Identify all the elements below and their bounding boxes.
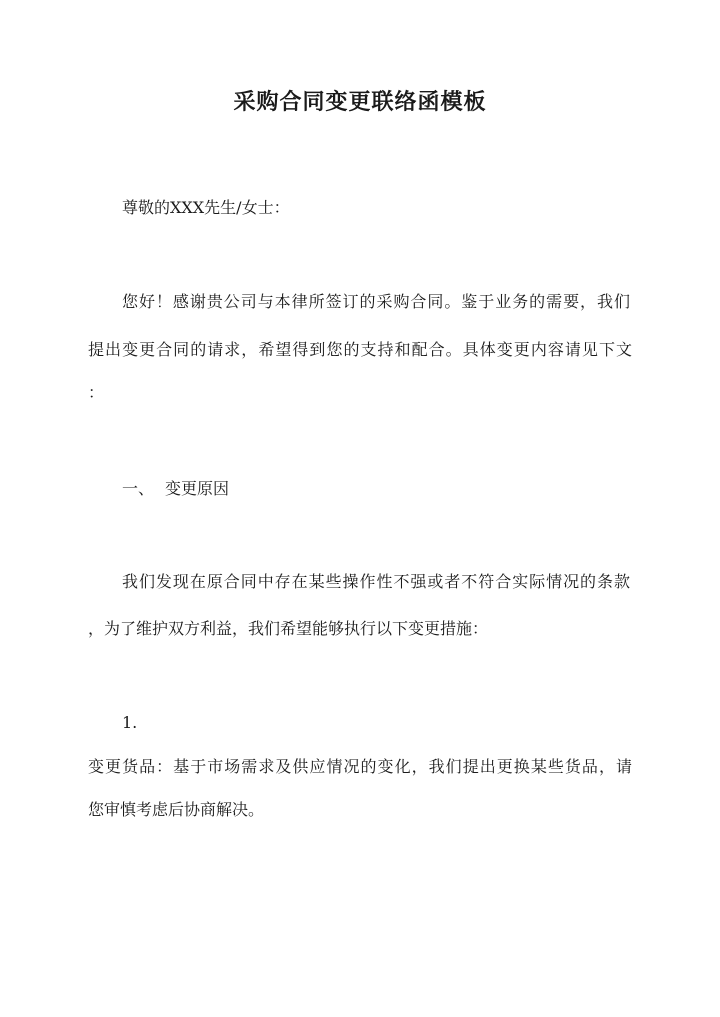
reason-paragraph-line-2: ，为了维护双方利益，我们希望能够执行以下变更措施：: [88, 619, 489, 638]
section-1-number: 一、: [122, 479, 155, 498]
item-1-line-2: 您审慎考虑后协商解决。: [88, 800, 265, 819]
item-1-number: 1.: [122, 713, 138, 732]
intro-paragraph-line-3: ：: [88, 383, 105, 402]
item-1-line-1: 变更货品：基于市场需求及供应情况的变化，我们提出更换某些货品，请: [88, 757, 632, 776]
section-1-title: 变更原因: [165, 479, 230, 498]
document-title: 采购合同变更联络函模板: [233, 89, 487, 115]
intro-paragraph-line-2: 提出变更合同的请求，希望得到您的支持和配合。具体变更内容请见下文: [88, 340, 632, 359]
intro-paragraph-line-1: 您好！感谢贵公司与本律所签订的采购合同。鉴于业务的需要，我们: [122, 292, 630, 311]
salutation: 尊敬的XXX先生/女士：: [122, 198, 290, 217]
reason-paragraph-line-1: 我们发现在原合同中存在某些操作性不强或者不符合实际情况的条款: [122, 572, 630, 591]
